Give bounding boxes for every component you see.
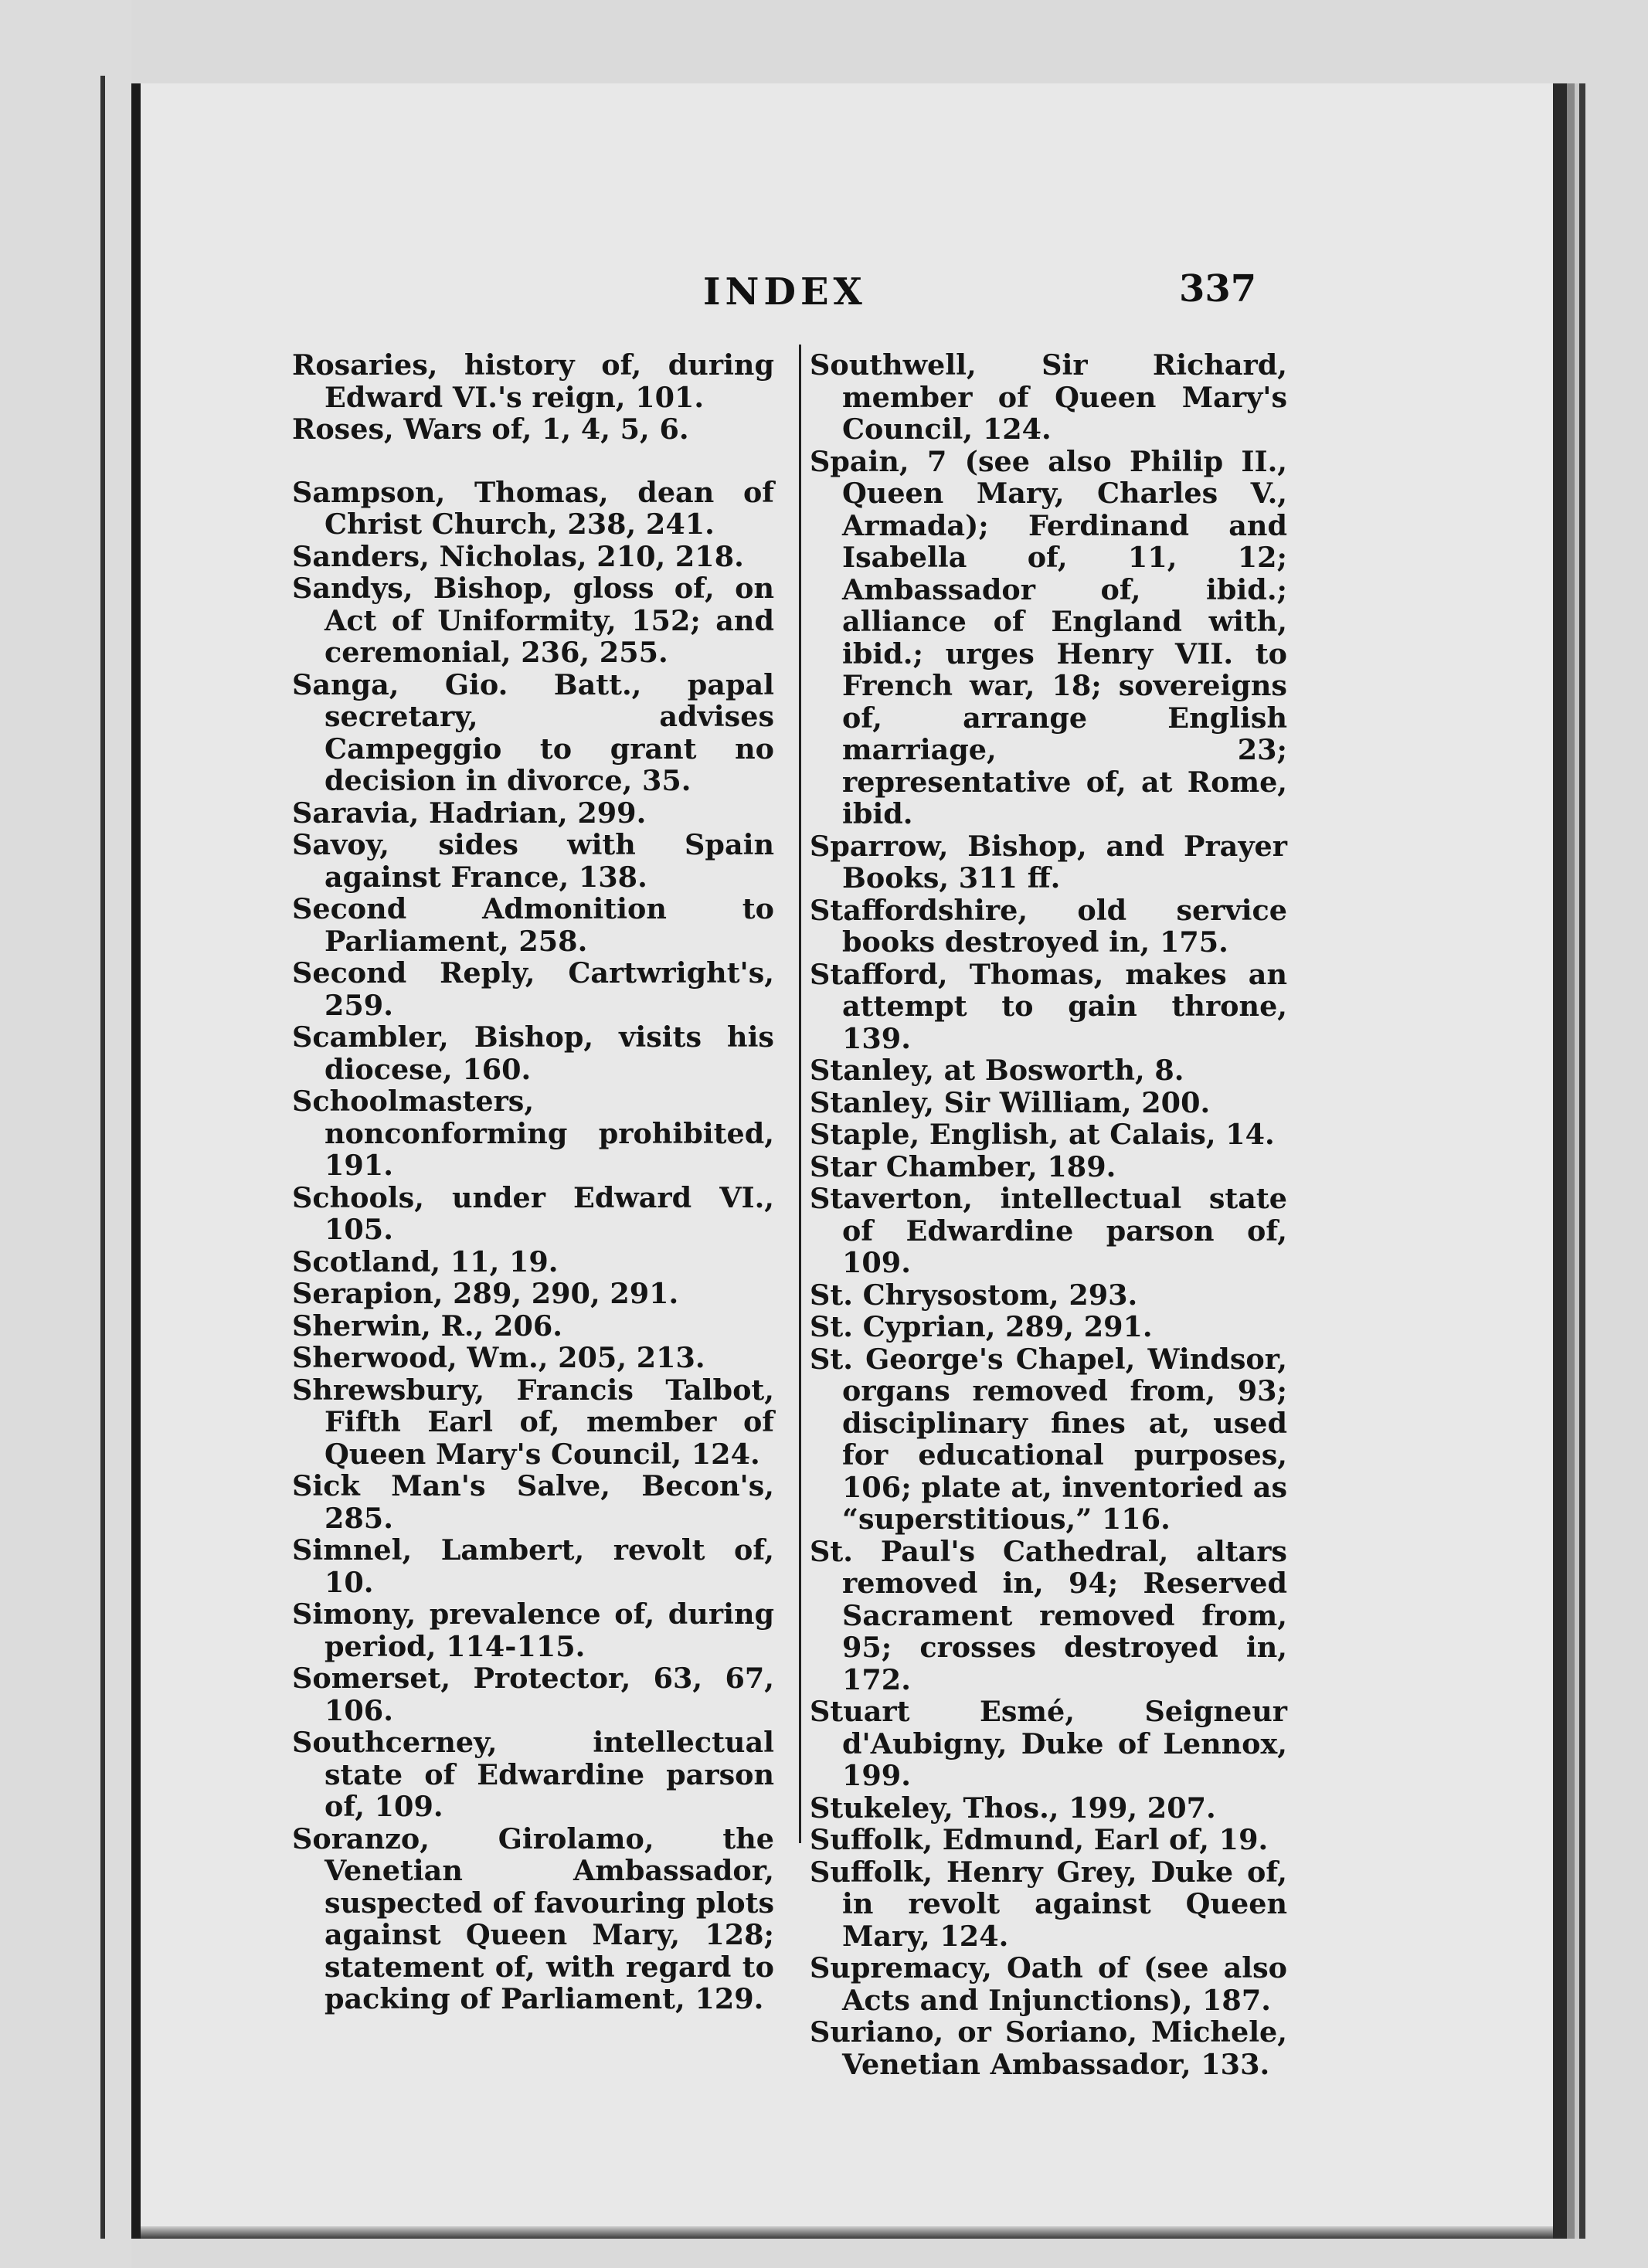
index-entry: Suriano, or Soriano, Michele, Venetian Ambassador, 133. [810, 2015, 1287, 2081]
column-divider [799, 345, 801, 1843]
index-entry: Staverton, intellectual state of Edwardine parson of, 109. [810, 1182, 1287, 1279]
index-column-left [292, 349, 774, 2015]
index-entry: Second Admonition to Parliament, 258. [292, 892, 774, 958]
index-entry: Scotland, 11, 19. [292, 1244, 559, 1278]
index-entry: Serapion, 289, 290, 291. [292, 1277, 679, 1310]
index-entry: Saravia, Hadrian, 299. [292, 796, 647, 830]
index-entry: Sanga, Gio. Batt., papal secretary, advises Campeggio to grant no decision in divorce, 35. [292, 667, 774, 797]
index-entry: Second Reply, Cartwright's, 259. [292, 956, 774, 1022]
index-entry: Schoolmasters, nonconforming prohibited, 191. [292, 1085, 774, 1182]
index-column-right [810, 349, 1287, 2080]
page-number: 337 [1179, 267, 1257, 311]
scan-margin [0, 0, 131, 2268]
index-entry: Sick Man's Salve, Becon's, 285. [292, 1469, 774, 1535]
index-entry: Schools, under Edward VI., 105. [292, 1180, 774, 1246]
index-entry: Stanley, Sir William, 200. [810, 1085, 1211, 1119]
index-entry: Rosaries, history of, during Edward VI.'s reign, 101. [292, 348, 774, 414]
index-entry: Southwell, Sir Richard, member of Queen Mary's Council, 124. [810, 348, 1287, 446]
index-entry: Savoy, sides with Spain against France, 138. [292, 828, 774, 894]
index-entry: Roses, Wars of, 1, 4, 5, 6. [292, 413, 689, 446]
index-entry: Suffolk, Edmund, Earl of, 19. [810, 1823, 1269, 1856]
index-entry: Stanley, at Bosworth, 8. [810, 1054, 1184, 1087]
index-entry: Stuart Esmé, Seigneur d'Aubigny, Duke of Lennox, 199. [810, 1695, 1287, 1792]
index-entry: Stafford, Thomas, makes an attempt to gain throne, 139. [810, 957, 1287, 1055]
index-entry: Southcerney, intellectual state of Edwardine parson of, 109. [292, 1726, 774, 1823]
index-entry: Somerset, Protector, 63, 67, 106. [292, 1662, 774, 1727]
index-entry: Spain, 7 (see also Philip II., Queen Mary, Charles V., Armada); Ferdinand and Isabella of, 11, 12; Ambassador of, ibid.; alliance of England with, ibid.; urges Henry VII. to French war, 18; sovereigns of, arrange English marriage, 23; representative of, at Rome, ibid. [810, 444, 1287, 830]
index-entry: Simony, prevalence of, during period, 114-115. [292, 1597, 774, 1663]
index-entry: Sparrow, Bishop, and Prayer Books, 311 ff. [810, 829, 1287, 895]
index-entry: Staffordshire, old service books destroyed in, 175. [810, 893, 1287, 959]
index-entry: Suffolk, Henry Grey, Duke of, in revolt against Queen Mary, 124. [810, 1855, 1287, 1953]
index-entry: St. George's Chapel, Windsor, organs removed from, 93; disciplinary fines at, used for educational purposes, 106; plate at, inventoried as “superstitious,” 116. [810, 1342, 1287, 1536]
index-entry: St. Cyprian, 289, 291. [810, 1310, 1153, 1343]
index-entry: Staple, English, at Calais, 14. [810, 1118, 1275, 1151]
running-head-title: INDEX [703, 270, 867, 314]
index-entry: Simnel, Lambert, revolt of, 10. [292, 1533, 774, 1599]
index-entry: Soranzo, Girolamo, the Venetian Ambassador, suspected of favouring plots against Queen Mary, 128; statement of, with regard to packing of Parliament, 129. [292, 1822, 774, 2015]
index-entry: Sanders, Nicholas, 210, 218. [292, 539, 744, 573]
index-entry: Sampson, Thomas, dean of Christ Church, 238, 241. [292, 475, 774, 541]
index-entry: Stukeley, Thos., 199, 207. [810, 1791, 1216, 1825]
index-entry: Shrewsbury, Francis Talbot, Fifth Earl of, member of Queen Mary's Council, 124. [292, 1373, 774, 1471]
index-entry: Star Chamber, 189. [810, 1149, 1116, 1183]
index-entry: Supremacy, Oath of (see also Acts and Injunctions), 187. [810, 1951, 1287, 2017]
index-entry: St. Paul's Cathedral, altars removed in, 94; Reserved Sacrament removed from, 95; crosses destroyed in, 172. [810, 1534, 1287, 1696]
index-entry: Sherwin, R., 206. [292, 1309, 562, 1343]
index-entry: Scambler, Bishop, visits his diocese, 160. [292, 1020, 774, 1086]
index-entry: St. Chrysostom, 293. [810, 1278, 1138, 1312]
index-entry: Sherwood, Wm., 205, 213. [292, 1341, 705, 1374]
index-entry: Sandys, Bishop, gloss of, on Act of Uniformity, 152; and ceremonial, 236, 255. [292, 572, 774, 669]
